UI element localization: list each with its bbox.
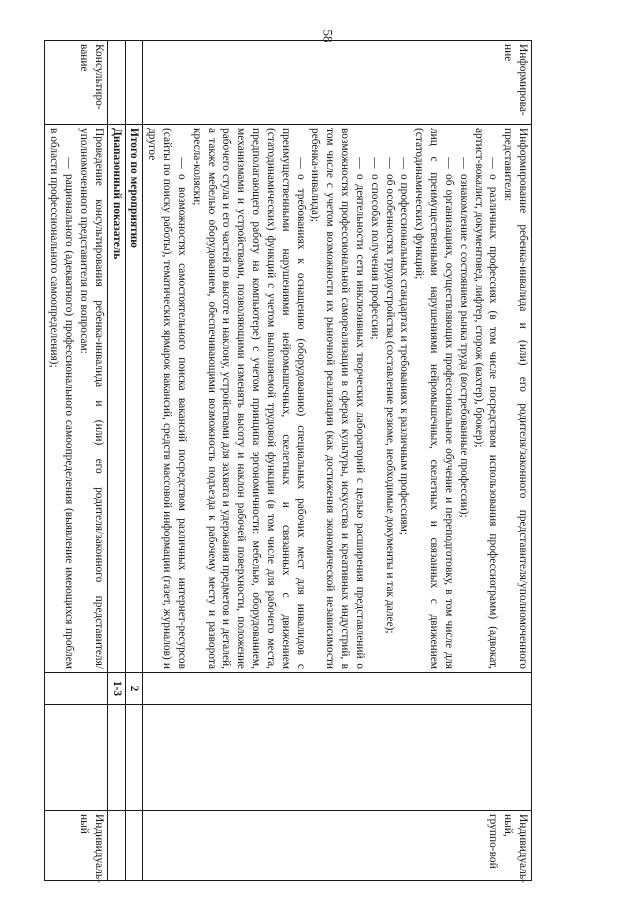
table-row-range xyxy=(107,41,125,881)
empty-cell xyxy=(143,705,532,811)
empty-cell xyxy=(107,41,125,125)
range-label: Диапазонный показатель xyxy=(107,125,125,673)
list-item: —о требованиях к оснащению (оборудованию) специальных рабочих мест для инвалидов с преимущественными нарушениями нейромышечных, скелетных и связанных с движением (статодинамических) функций с учетом выполняемой трудовой функции (в том числе для рабочего места, предполагающего работу на компьютере) с учетом принципа эргономичности: мебелью, оборудованием, механизмами и устройствами, позволяющими изменять высоту и наклон рабочей поверхности, положение рабочего стула и его частей по высоте и наклону, устройствами для захвата и удержания предметов и деталей, а также мебелью оборудованием, обеспечивающими возможность подъезда к рабочему месту и разворота кресла-коляски; xyxy=(190,128,307,669)
range-value: 1-3 xyxy=(107,673,125,705)
activity-description-cell xyxy=(45,125,107,673)
list-item: —о возможностях самостоятельного поиска вакансий посредством различных интернет-ресурсов (сайты по поиску работы), тематических ярмарок вакансий, средств массовой информации (газет, журналов) и другое xyxy=(146,128,188,669)
empty-cell xyxy=(107,811,125,881)
subtotal-value: 2 xyxy=(125,673,143,705)
count-cell xyxy=(143,673,532,705)
empty-cell xyxy=(125,41,143,125)
list-item: —ознакомление с состоянием рынка труда (востребованные профессии); xyxy=(457,157,470,518)
list-item: —рационального (адекватного) профессионального самоопределения (выявление имеющихся проблем в области профессионального самоопределения); xyxy=(48,128,76,669)
activity-name-cell: Консультиро-вание xyxy=(45,41,107,125)
activity-description-cell xyxy=(143,125,532,673)
form-cell: Индивидуаль-ный xyxy=(45,811,107,881)
subtotal-label: Итого по мероприятию xyxy=(125,125,143,673)
table-row-informing xyxy=(143,41,532,881)
empty-cell xyxy=(125,811,143,881)
list-item: —об организациях, осуществляющих профессиональное обучение и переподготовку, в том числе для лиц с преимущественными нарушениями нейромышечных, скелетных и связанных с движением (статодинамических) функций; xyxy=(413,128,455,669)
empty-cell xyxy=(107,705,125,811)
page-number-text: 58 xyxy=(320,29,335,43)
list-item: —о деятельности сети инклюзивных творческих лабораторий с целью расширения представлений о возможностях профессиональной самореализации в сферах культуры, искусства и креативных индустрий, в том числе с учетом возможности их рыночной реализации (как достижения экономической независимости ребенка-инвалида); xyxy=(309,128,366,669)
count-cell xyxy=(45,673,107,705)
list-item: —об особенностях трудоустройства (составление резюме, необходимые документы и так далее); xyxy=(383,157,396,634)
rotated-page-content xyxy=(48,40,532,883)
table-row-subtotal xyxy=(125,41,143,881)
description-intro: Информирование ребенка-инвалида и (или) его родителя/законного представителя/уполномоченного представителя: xyxy=(502,128,529,669)
rehabilitation-measures-table xyxy=(45,40,533,881)
form-cell: Индивидуаль-ный, группо-вой xyxy=(143,811,532,881)
empty-cell xyxy=(125,705,143,811)
activity-name-cell: Информирова-ние xyxy=(143,41,532,125)
list-item: —о профессиональных стандартах и требованиях к различным профессиям; xyxy=(398,157,411,536)
description-intro: Проведение консультирования ребенка-инвалида и (или) его родителя/законного представителя/уполномоченного представителя по вопросам: xyxy=(77,128,105,669)
list-item: —о способах получения профессии; xyxy=(368,157,381,340)
list-item: —о различных профессиях (в том числе посредством использования профессиограмм) (адвокат, артист-вокалист, документовед, лифтер, сторож (вахтер), брокер); xyxy=(472,128,500,669)
empty-cell xyxy=(45,705,107,811)
table-row-consulting xyxy=(45,41,107,881)
